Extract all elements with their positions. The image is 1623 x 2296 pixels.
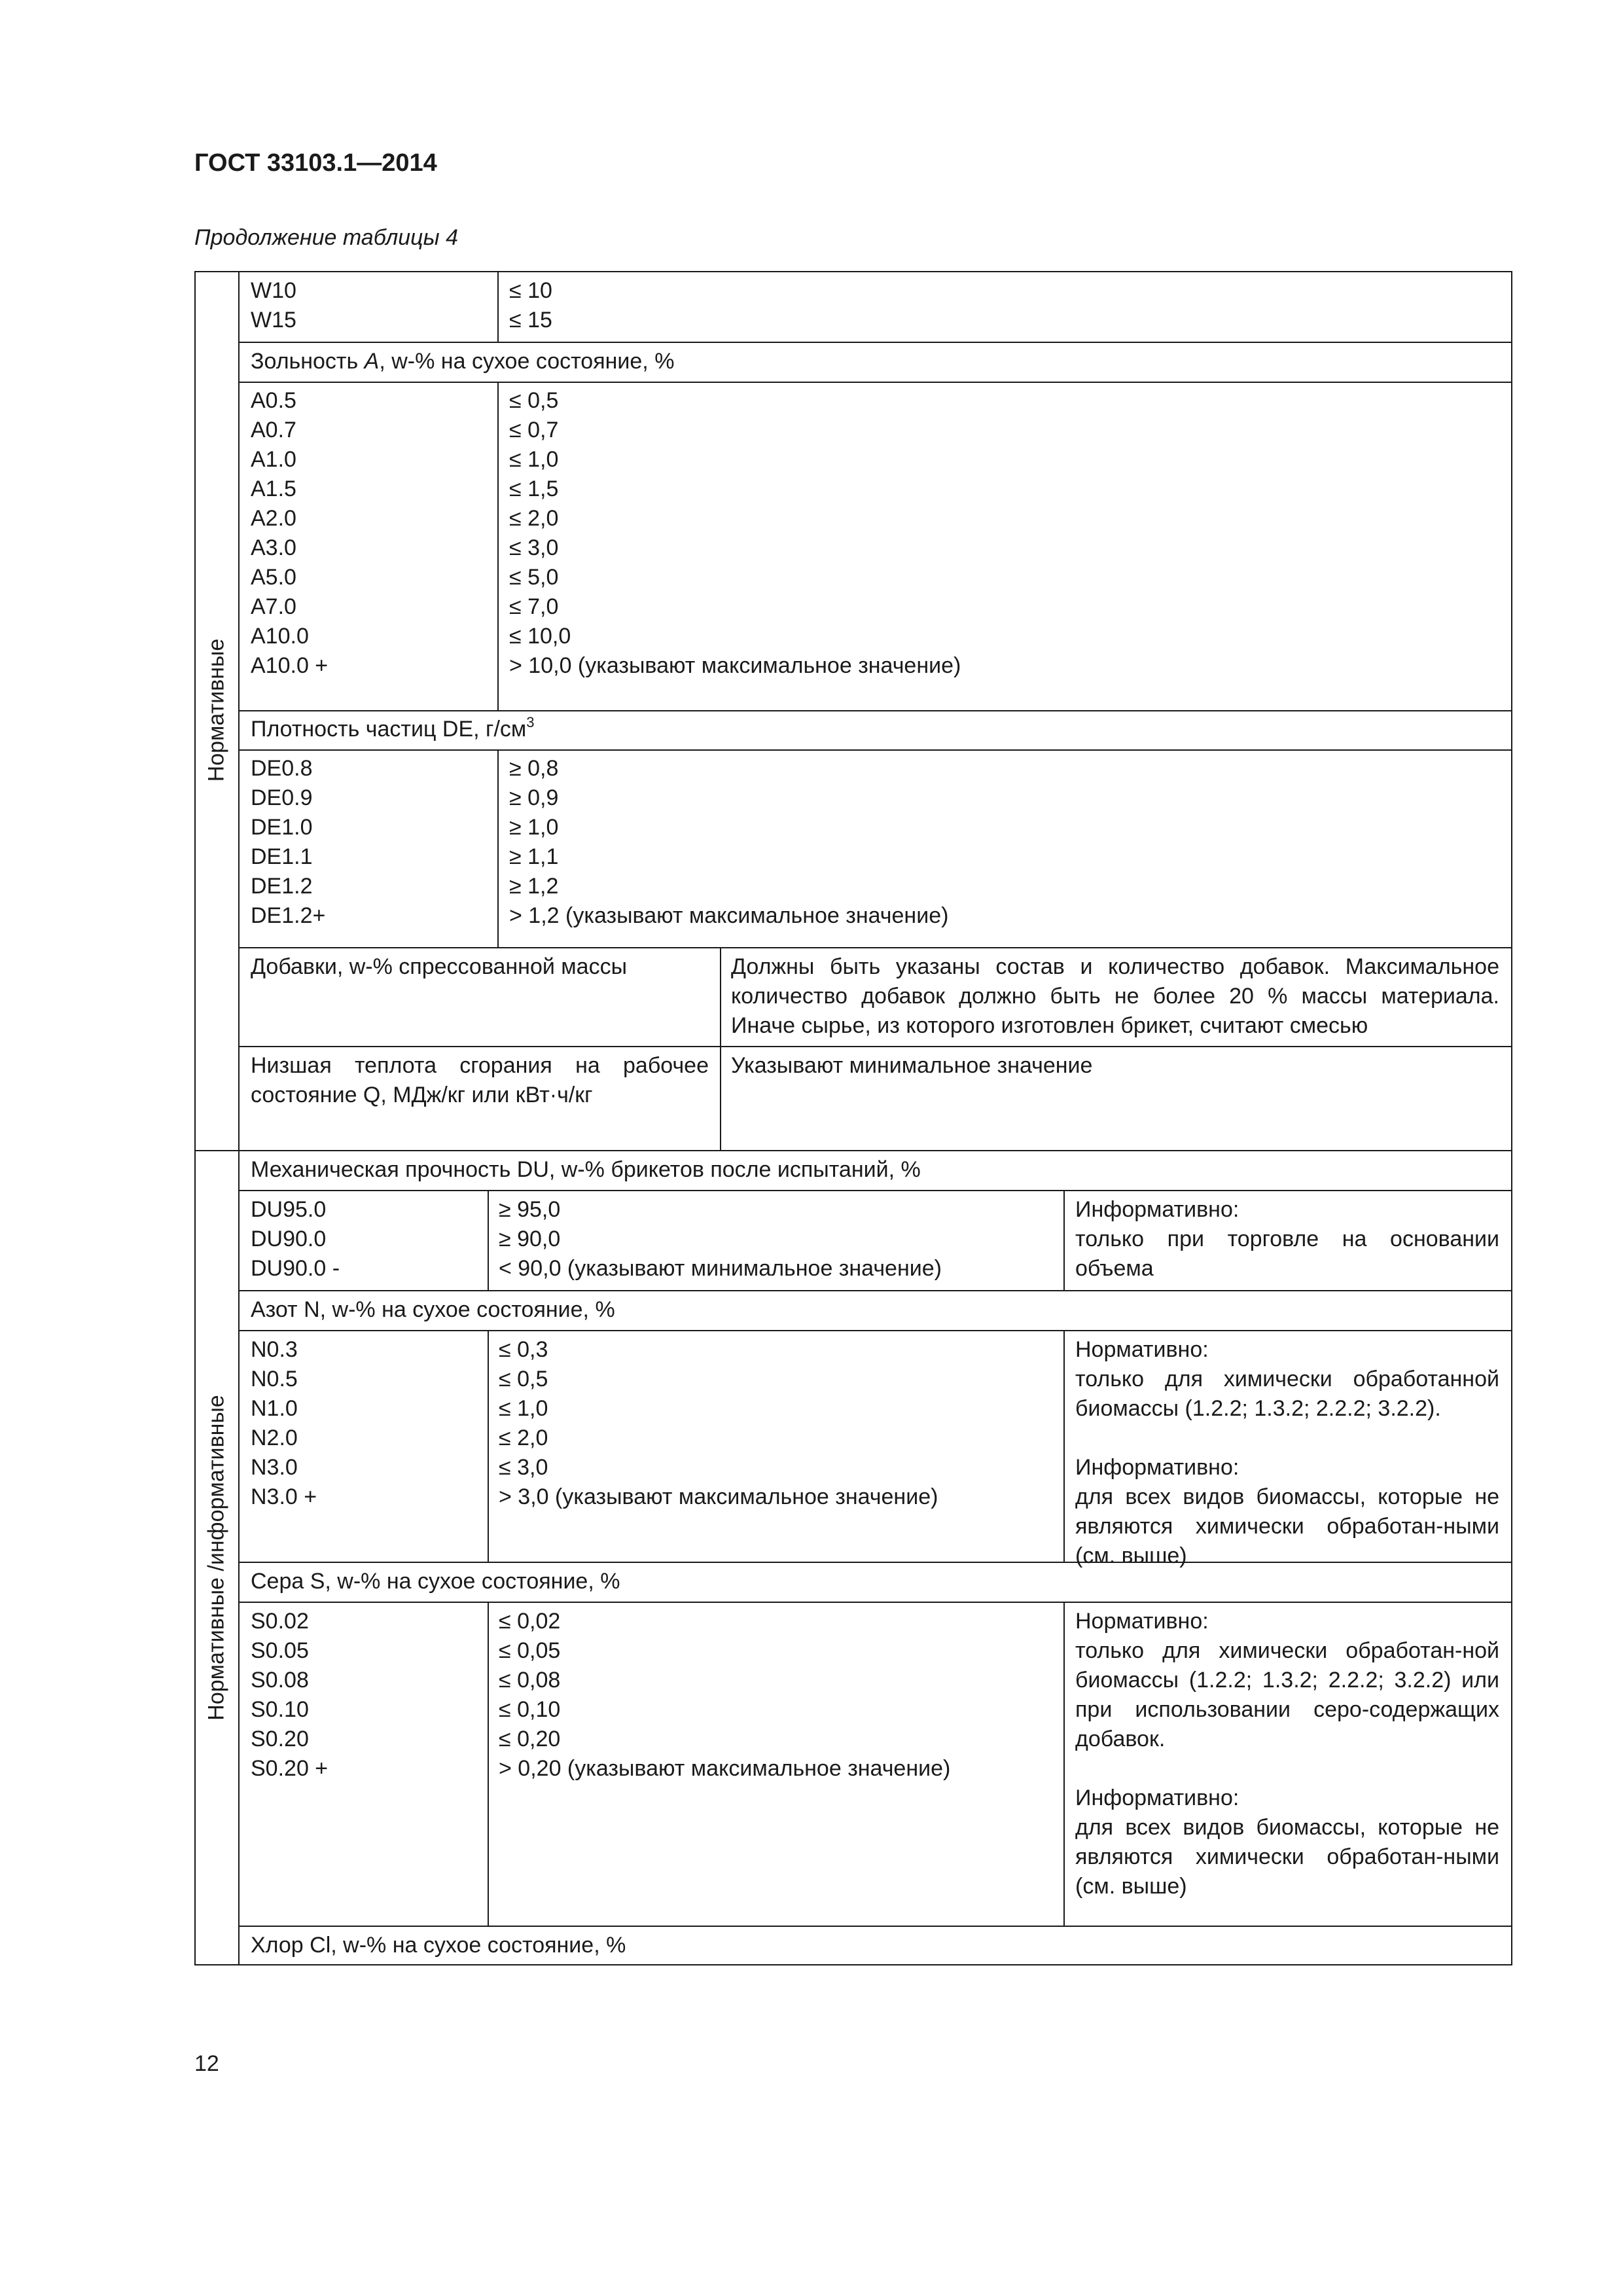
durability-note: Информативно: только при торговле на основании объема [1075,1197,1499,1281]
row-divider [238,1926,1512,1927]
ash-heading: Зольность A, w-% на сухое состояние, % [251,349,675,374]
col-divider [720,947,721,1150]
col-divider [488,1602,489,1926]
density-heading: Плотность частиц DE, $г/см^3$ [251,714,535,742]
row-divider [238,1190,1512,1191]
ash-codes: A0.5 A0.7 A1.0 A1.5 A2.0 A3.0 A5.0 A7.0 A10.0 A10.0 + [251,388,329,678]
side-column-divider [238,271,240,1965]
document-title: ГОСТ 33103.1—2014 [194,149,437,177]
nitrogen-values: ≤ 0,3 ≤ 0,5 ≤ 1,0 ≤ 2,0 ≤ 3,0 > 3,0 (указывают максимальное значение) [499,1337,938,1509]
density-codes: DE0.8 DE0.9 DE1.0 DE1.1 DE1.2 DE1.2+ [251,756,326,928]
additives-label: Добавки, w-% спрессованной массы [251,954,628,979]
col-divider [497,271,499,342]
page-number: 12 [194,2051,219,2076]
nitrogen-note: Нормативно: только для химически обработанной биомассы (1.2.2; 1.3.2; 2.2.2; 3.2.2). Информативно: для всех видов биомассы, которые не являются химически обработан-ными (см. выше) [1075,1337,1499,1568]
durability-codes: DU95.0 DU90.0 DU90.0 - [251,1197,340,1281]
ash-values: ≤ 0,5 ≤ 0,7 ≤ 1,0 ≤ 1,5 ≤ 2,0 ≤ 3,0 ≤ 5,0 ≤ 7,0 ≤ 10,0 > 10,0 (указывают максимальное значение) [509,388,961,678]
row-divider [238,342,1512,343]
moisture-values: ≤ 10 ≤ 15 [509,278,552,332]
density-values: ≥ 0,8 ≥ 0,9 ≥ 1,0 ≥ 1,1 ≥ 1,2 > 1,2 (указывают максимальное значение) [509,756,949,928]
col-divider [497,382,499,710]
section-divider [194,1150,1512,1151]
side-label-normative-informative: Нормативные /информативные [204,1395,229,1721]
row-divider [238,947,1512,948]
nitrogen-codes: N0.3 N0.5 N1.0 N2.0 N3.0 N3.0 + [251,1337,317,1509]
col-divider [488,1330,489,1562]
calorific-text: Указывают минимальное значение [731,1053,1093,1078]
durability-values: ≥ 95,0 ≥ 90,0 < 90,0 (указывают минимальное значение) [499,1197,942,1281]
calorific-label: Низшая теплота сгорания на рабочее состояние Q, МДж/кг или кВт·ч/кг [251,1053,709,1107]
row-divider [238,1290,1512,1291]
side-label-normative: Нормативные [204,638,229,782]
col-divider [1063,1190,1065,1290]
col-divider [1063,1602,1065,1926]
sulfur-note: Нормативно: только для химически обработан-ной биомассы (1.2.2; 1.3.2; 2.2.2; 3.2.2) или при использовании серо-содержащих добавок. Информативно: для всех видов биомассы, которые не являются химически обработан-ными (см. выше) [1075,1609,1499,1899]
sulfur-codes: S0.02 S0.05 S0.08 S0.10 S0.20 S0.20 + [251,1609,329,1781]
row-divider [238,382,1512,383]
additives-text: Должны быть указаны состав и количество добавок. Максимальное количество добавок должно быть не более 20 % массы материала. Иначе сырье, из которого изготовлен брикет, считают смесью [731,954,1499,1038]
sulfur-heading: Сера S, w-% на сухое состояние, % [251,1569,620,1594]
chlorine-heading: Хлор Cl, w-% на сухое состояние, % [251,1933,626,1958]
sulfur-values: ≤ 0,02 ≤ 0,05 ≤ 0,08 ≤ 0,10 ≤ 0,20 > 0,20 (указывают максимальное значение) [499,1609,951,1781]
row-divider [238,749,1512,751]
row-divider [238,1046,1512,1047]
col-divider [1063,1330,1065,1562]
row-divider [238,1330,1512,1331]
col-divider [497,749,499,947]
row-divider [238,710,1512,711]
table-caption: Продолжение таблицы 4 [194,225,458,250]
nitrogen-heading: Азот N, w-% на сухое состояние, % [251,1297,615,1322]
col-divider [488,1190,489,1290]
row-divider [238,1602,1512,1603]
moisture-codes: W10 W15 [251,278,296,332]
durability-heading: Механическая прочность DU, w-% брикетов после испытаний, % [251,1157,921,1182]
